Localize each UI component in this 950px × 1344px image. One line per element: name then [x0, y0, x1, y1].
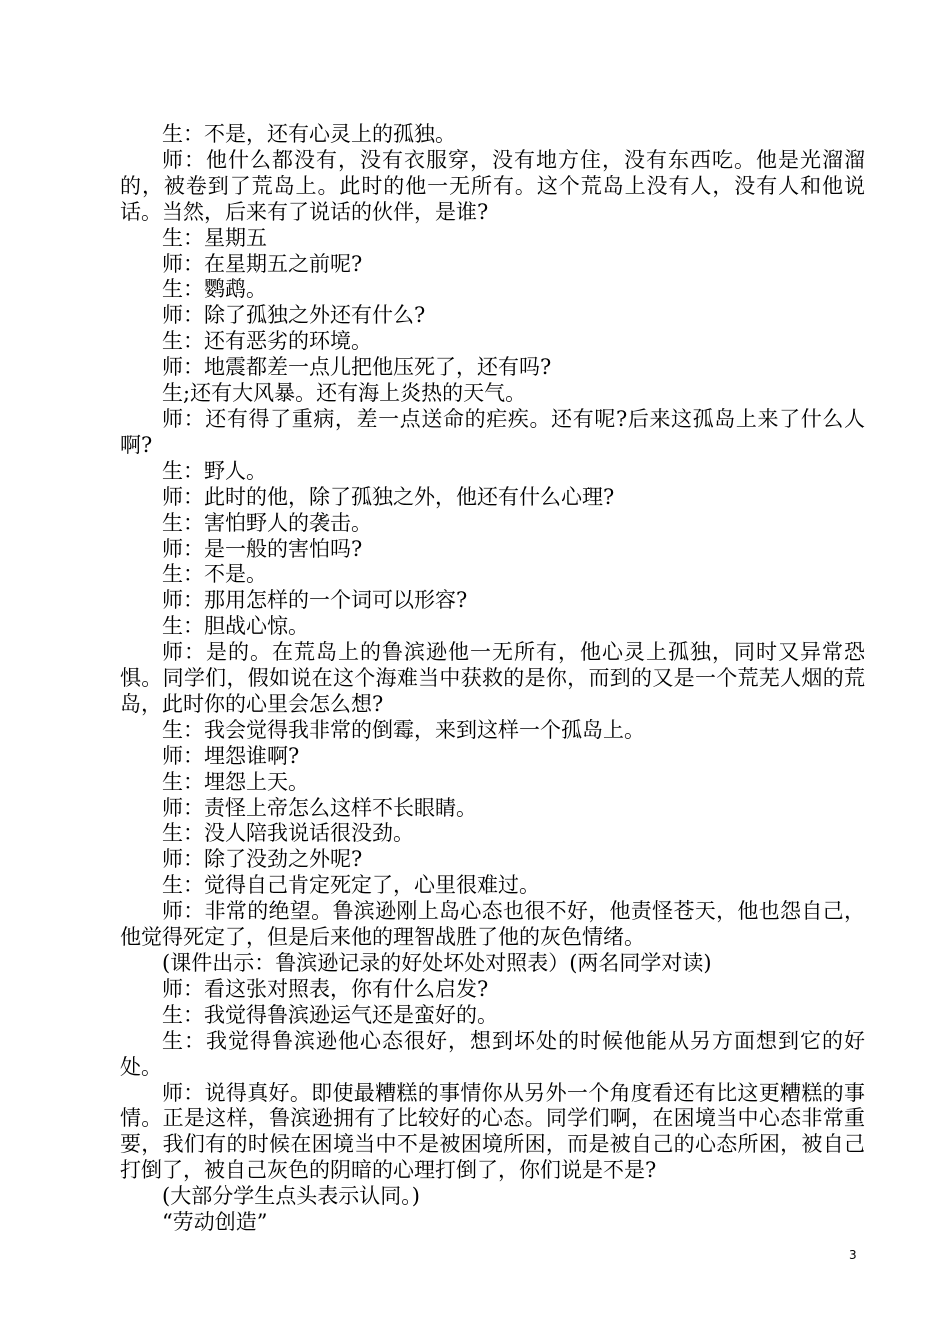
paragraph: 师：此时的他，除了孤独之外，他还有什么心理?: [162, 484, 615, 509]
body-text: [120, 122, 865, 1236]
paragraph: 生：害怕野人的袭击。: [162, 510, 372, 535]
paragraph: 师：责怪上帝怎么这样不长眼睛。: [162, 795, 477, 820]
paragraph: 生：埋怨上天。: [162, 769, 309, 794]
paragraph: 生：野人。: [162, 458, 267, 483]
paragraph: 师：除了没劲之外呢?: [162, 847, 363, 872]
paragraph: 生：星期五: [162, 225, 267, 250]
paragraph: (课件出示：鲁滨逊记录的好处坏处对照表）(两名同学对读): [162, 951, 712, 975]
paragraph: 师：是的。在荒岛上的鲁滨逊他一无所有，他心灵上孤独，同时又异常恐惧。同学们，假如说在这个海难当中获救的是你，而到的又是一个荒芜人烟的荒岛，此时你的心里会怎么想?: [120, 640, 865, 716]
paragraph: 生：觉得自己肯定死定了，心里很难过。: [162, 873, 540, 898]
paragraph: 师：在星期五之前呢?: [162, 251, 363, 276]
paragraph: 生：还有恶劣的环境。: [162, 329, 372, 354]
paragraph: 师：还有得了重病，差一点送命的疟疾。还有呢?后来这孤岛上来了什么人啊?: [120, 406, 865, 457]
paragraph: 生：不是。: [162, 562, 267, 587]
paragraph: 师：地震都差一点儿把他压死了，还有吗?: [162, 355, 552, 380]
paragraph: 生：没人陪我说话很没劲。: [162, 821, 414, 846]
paragraph: “劳动创造”: [162, 1210, 268, 1235]
paragraph: 师：埋怨谁啊?: [162, 743, 300, 768]
paragraph: 生;还有大风暴。还有海上炎热的天气。: [162, 381, 527, 406]
paragraph: 师：是一般的害怕吗?: [162, 536, 363, 561]
paragraph: 师：说得真好。即使最糟糕的事情你从另外一个角度看还有比这更糟糕的事情。正是这样，鲁滨逊拥有了比较好的心态。同学们啊，在困境当中心态非常重要，我们有的时候在困境当中不是被困境所困，而是被自己的心态所困，被自己打倒了，被自己灰色的阴暗的心理打倒了，你们说是不是?: [120, 1080, 865, 1183]
paragraph: 师：他什么都没有，没有衣服穿，没有地方住，没有东西吃。他是光溜溜的，被卷到了荒岛上。此时的他一无所有。这个荒岛上没有人，没有人和他说话。当然，后来有了说话的伙伴，是谁?: [120, 147, 865, 224]
paragraph: 师：那用怎样的一个词可以形容?: [162, 588, 468, 613]
paragraph: 师：看这张对照表，你有什么启发?: [162, 976, 489, 1001]
paragraph: 生：胆战心惊。: [162, 614, 309, 639]
page-number: 3: [849, 1248, 857, 1262]
paragraph: (大部分学生点头表示认同。): [162, 1184, 420, 1209]
paragraph: 生：不是，还有心灵上的孤独。: [162, 122, 456, 146]
paragraph: 生：我觉得鲁滨逊他心态很好，想到坏处的时候他能从另方面想到它的好处。: [120, 1028, 865, 1079]
paragraph: 师：非常的绝望。鲁滨逊刚上岛心态也很不好，他责怪苍天，他也怨自己，他觉得死定了，但是后来他的理智战胜了他的灰色情绪。: [120, 899, 865, 950]
paragraph: 生：鹦鹉。: [162, 277, 267, 302]
paragraph: 师：除了孤独之外还有什么?: [162, 303, 426, 328]
paragraph: 生：我会觉得我非常的倒霉，来到这样一个孤岛上。: [162, 717, 645, 742]
paragraph: 生：我觉得鲁滨逊运气还是蛮好的。: [162, 1002, 498, 1027]
